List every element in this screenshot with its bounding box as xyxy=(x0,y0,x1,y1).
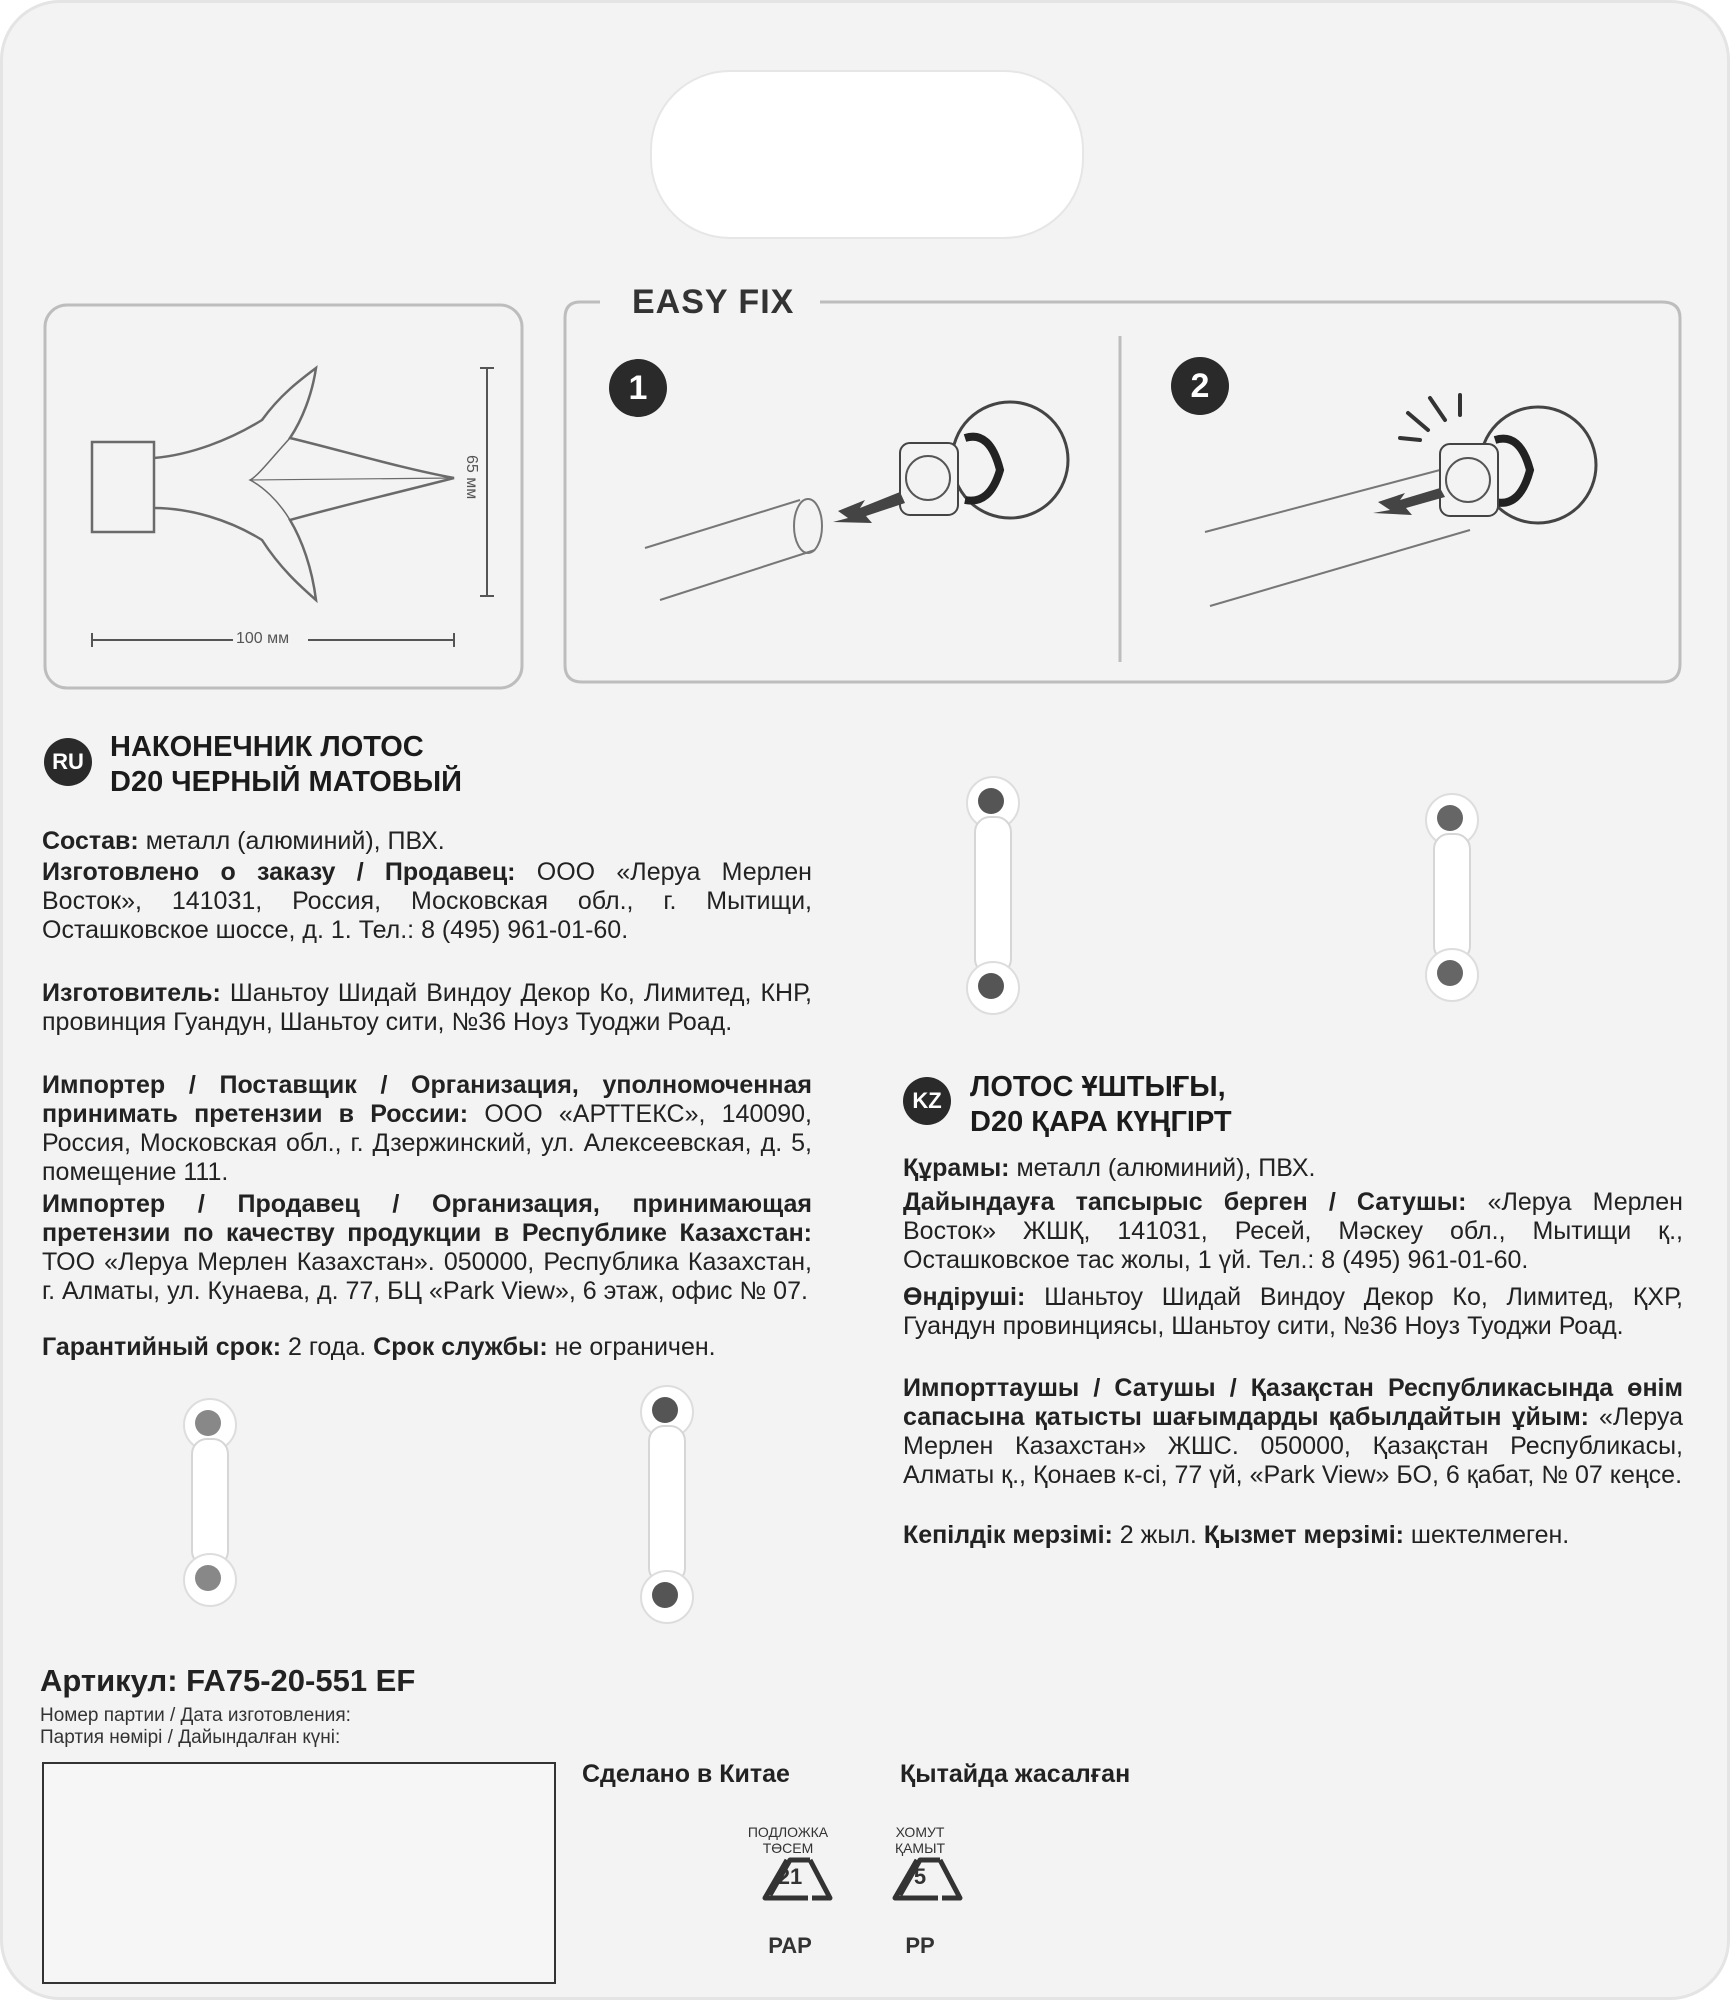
recycle2-label-line1: ХОМУТ xyxy=(895,1824,945,1840)
kz-composition xyxy=(903,1154,1683,1183)
kz-title-line2: D20 ҚАРА КҮҢГІРТ xyxy=(970,1106,1232,1138)
kz-composition-label: Құрамы: xyxy=(903,1154,1010,1182)
ru-service-value: не ограничен. xyxy=(547,1333,716,1361)
ru-importer-kz-label: Импортер / Продавец / Организация, принимающая претензии по качеству продукции в Республике Казахстан: xyxy=(42,1190,812,1247)
ru-manufacturer xyxy=(42,979,812,1037)
kz-seller-value: «Леруа Мерлен Восток» ЖШҚ, 141031, Ресей, Мәскеу обл., Мытищи қ., Осташковское тас жолы, 1 үй. Тел.: 8 (495) 961-01-60. xyxy=(903,1188,1683,1274)
recycle2-code: PP xyxy=(905,1933,935,1958)
ru-warranty-value: 2 года. xyxy=(281,1333,374,1361)
step1-drawing xyxy=(645,402,1068,600)
recycle1-label xyxy=(733,1824,843,1856)
ru-composition xyxy=(42,827,812,856)
recycle1-label-line2: ТӨСЕМ xyxy=(762,1840,814,1856)
ru-importer-kz-value: ТОО «Леруа Мерлен Казахстан». 050000, Республика Казахстан, г. Алматы, ул. Кунаева, д. 77, БЦ «Park View», 6 этаж, офис № 07. xyxy=(42,1248,812,1305)
batch-label-kz: Партия нөмірі / Дайындалған күні: xyxy=(40,1727,341,1748)
ru-seller-value: ООО «Леруа Мерлен Восток», 141031, Россия, Московская обл., г. Мытищи, Осташковское шоссе, д. 1. Тел.: 8 (495) 961-01-60. xyxy=(42,858,812,944)
ru-composition-value: металл (алюминий), ПВХ. xyxy=(138,827,445,855)
step1-badge: 1 xyxy=(609,359,667,417)
recycle2-label-line2: ҚАМЫТ xyxy=(894,1840,946,1856)
finial-drawing xyxy=(92,368,454,600)
recycle1-code: PAP xyxy=(768,1933,812,1958)
clip-slot xyxy=(966,776,1016,1011)
clip-slot xyxy=(640,1385,690,1620)
kz-warranty-value: 2 жыл. xyxy=(1112,1521,1204,1549)
ru-importer-label: Импортер / Поставщик / Организация, уполномоченная принимать претензии в России: xyxy=(42,1071,812,1128)
ru-importer-value: ООО «АРТТЕКС», 140090, Россия, Московская обл., г. Дзержинский, ул. Алексеевская, д. 5, помещение 111. xyxy=(42,1100,812,1186)
clip-slot xyxy=(1425,793,1475,998)
kz-seller xyxy=(903,1188,1683,1275)
kz-service-label: Қызмет мерзімі: xyxy=(1203,1521,1404,1549)
recycle1-label-line1: ПОДЛОЖКА xyxy=(747,1824,829,1840)
article-number: Артикул: FA75-20-551 EF xyxy=(40,1663,416,1698)
clip-slot xyxy=(183,1398,233,1603)
kz-warranty-label: Кепілдік мерзімі: xyxy=(903,1521,1113,1549)
kz-manufacturer xyxy=(903,1283,1683,1341)
ru-service-label: Срок службы: xyxy=(373,1333,548,1361)
click-lines-icon xyxy=(1400,395,1460,440)
ru-title xyxy=(110,730,462,800)
kz-importer-label: Импорттаушы / Сатушы / Қазақстан Республикасында өнім сапасына қатысты шағымдарды қабылдайтын ұйым: xyxy=(903,1374,1683,1431)
batch-date-box xyxy=(42,1762,556,1984)
ru-manufacturer-value: Шаньтоу Шидай Виндоу Декор Ко, Лимитед, КНР, провинция Гуандун, Шаньтоу сити, №36 Ноуз Туоджи Роад. xyxy=(42,979,812,1036)
ru-manufacturer-label: Изготовитель: xyxy=(42,979,221,1007)
made-in-kz: Қытайда жасалған xyxy=(900,1760,1131,1788)
recycle2-label xyxy=(872,1824,968,1856)
kz-manufacturer-label: Өндіруші: xyxy=(903,1283,1026,1311)
ru-title-line2: D20 ЧЕРНЫЙ МАТОВЫЙ xyxy=(110,766,462,798)
kz-title-line1: ЛОТОС ҰШТЫҒЫ, xyxy=(970,1071,1226,1103)
kz-importer-value: «Леруа Мерлен Казахстан» ЖШС. 050000, Қазақстан Республикасы, Алматы қ., Қонаев к-сі, 77 үй, «Park View» БО, 6 қабат, № 07 кеңсе. xyxy=(903,1403,1684,1489)
kz-importer xyxy=(903,1374,1683,1490)
step1-arrow-icon xyxy=(833,492,905,523)
ru-importer xyxy=(42,1071,812,1187)
ru-warranty-label: Гарантийный срок: xyxy=(42,1333,282,1361)
height-label: 65 мм xyxy=(463,455,480,500)
batch-label-ru: Номер партии / Дата изготовления: xyxy=(40,1705,351,1726)
made-in-ru: Сделано в Китае xyxy=(582,1760,790,1788)
ru-importer-kz xyxy=(42,1190,812,1306)
ru-composition-label: Состав: xyxy=(42,827,139,855)
kz-manufacturer-value: Шаньтоу Шидай Виндоу Декор Ко, Лимитед, ҚХР, Гуандун провинциясы, Шаньтоу сити, №36 Ноуз Туоджи Роад. xyxy=(903,1283,1683,1340)
recycle1-number: 21 xyxy=(777,1864,803,1889)
kz-service-value: шектелмеген. xyxy=(1403,1521,1570,1549)
easyfix-frame xyxy=(565,302,1680,682)
width-label: 100 мм xyxy=(236,630,290,647)
ru-warranty xyxy=(42,1333,812,1362)
kz-badge: KZ xyxy=(903,1077,951,1125)
kz-title xyxy=(970,1070,1232,1140)
step2-badge: 2 xyxy=(1171,357,1229,415)
height-dimension xyxy=(480,368,494,596)
recycle2-number: 5 xyxy=(913,1864,927,1889)
ru-title-line1: НАКОНЕЧНИК ЛОТОС xyxy=(110,731,424,763)
kz-seller-label: Дайындауға тапсырыс берген / Сатушы: xyxy=(903,1188,1467,1216)
kz-composition-value: металл (алюминий), ПВХ. xyxy=(1009,1154,1316,1182)
step2-arrow-icon xyxy=(1373,488,1445,515)
ru-seller-label: Изготовлено о заказу / Продавец: xyxy=(42,858,516,886)
ru-seller xyxy=(42,858,812,945)
kz-warranty xyxy=(903,1521,1683,1550)
ru-badge: RU xyxy=(44,738,92,786)
easy-fix-title: EASY FIX xyxy=(620,283,806,322)
